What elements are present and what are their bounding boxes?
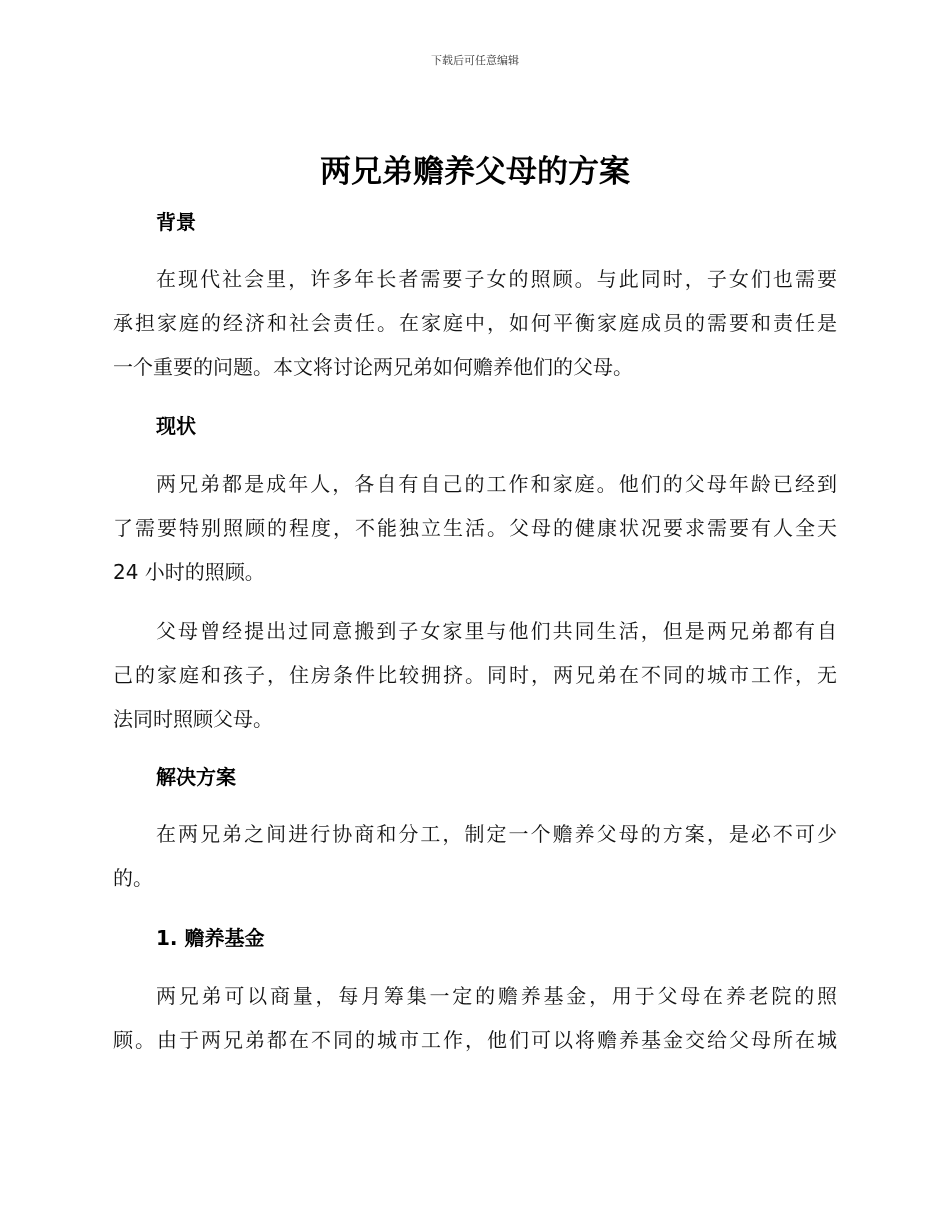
paragraph-line: 24 小时的照顾。 — [113, 560, 265, 584]
paragraph-line: 承担家庭的经济和社会责任。在家庭中，如何平衡家庭成员的需要和责任是 — [113, 311, 837, 335]
paragraph-line: 一个重要的问题。本文将讨论两兄弟如何赡养他们的父母。 — [113, 355, 633, 379]
paragraph-line: 在现代社会里，许多年长者需要子女的照顾。与此同时，子女们也需要 — [156, 267, 837, 291]
page-header-note: 下载后可任意编辑 — [431, 54, 519, 67]
paragraph-fund — [113, 974, 837, 1062]
paragraph-line: 父母曾经提出过同意搬到子女家里与他们共同生活，但是两兄弟都有自 — [156, 619, 837, 643]
paragraph-status-2 — [113, 609, 837, 741]
paragraph-line: 了需要特别照顾的程度，不能独立生活。父母的健康状况要求需要有人全天 — [113, 516, 837, 540]
paragraph-line: 顾。由于两兄弟都在不同的城市工作，他们可以将赡养基金交给父母所在城 — [113, 1028, 837, 1052]
section-heading-solution: 解决方案 — [156, 765, 236, 789]
paragraph-solution — [113, 812, 837, 900]
paragraph-line: 在两兄弟之间进行协商和分工，制定一个赡养父母的方案，是必不可少 — [156, 822, 837, 846]
section-heading-background: 背景 — [156, 210, 196, 234]
document-title: 两兄弟赡养父母的方案 — [320, 154, 630, 190]
paragraph-line: 己的家庭和孩子，住房条件比较拥挤。同时，两兄弟在不同的城市工作，无 — [113, 663, 837, 687]
paragraph-line: 两兄弟可以商量，每月筹集一定的赡养基金，用于父母在养老院的照 — [156, 984, 837, 1008]
section-heading-fund: 1. 赡养基金 — [156, 926, 265, 950]
section-heading-status: 现状 — [156, 414, 196, 438]
paragraph-line: 法同时照顾父母。 — [113, 707, 273, 731]
paragraph-status-1 — [113, 462, 837, 594]
paragraph-line: 的。 — [113, 866, 153, 890]
paragraph-background — [113, 257, 837, 389]
paragraph-line: 两兄弟都是成年人，各自有自己的工作和家庭。他们的父母年龄已经到 — [156, 472, 837, 496]
